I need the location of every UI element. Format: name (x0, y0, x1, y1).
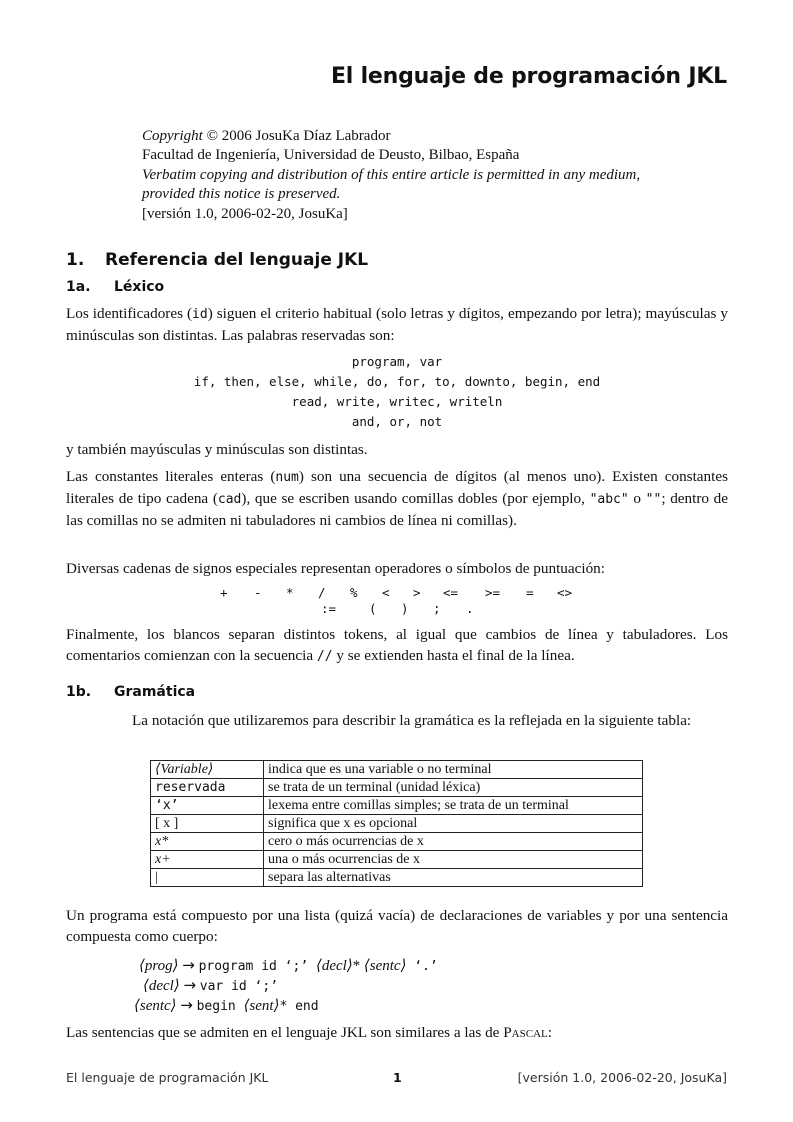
table-desc-cell: una o más ocurrencias de x (264, 851, 643, 869)
nonterminal-decl: ⟨decl⟩ (143, 978, 180, 994)
symbol: = (526, 585, 534, 600)
nonterminal-sent: ⟨sent⟩ (243, 998, 280, 1014)
symbol: > (413, 585, 421, 600)
nonterminal-decl: ⟨decl⟩ (315, 958, 353, 974)
symbol: - (254, 585, 262, 600)
table-symbol-cell: | (151, 869, 264, 887)
nonterminal-sentc: ⟨sentc⟩ (363, 958, 407, 974)
programa-paragraph: Un programa está compuesto por una lista (quizá vacía) de declaraciones de variables y por una sentencia compuesta como cuerpo: (66, 907, 728, 945)
terminal-run: begin (196, 999, 244, 1014)
terminal-run: program id ‘;’ (198, 959, 316, 974)
arrow-icon: → (180, 996, 193, 1014)
code-num: num (275, 470, 299, 485)
section-1b-number: 1b. (66, 684, 92, 700)
arrow-icon: → (182, 956, 195, 974)
reserved-words-line-2: if, then, else, while, do, for, to, downto, begin, end (193, 374, 601, 389)
text-run: Finalmente, los blancos separan distintos tokens, al igual que cambios de línea y tabuladores. Los comentarios comienzan con la secuencia (66, 626, 728, 664)
symbol: < (382, 585, 390, 600)
table-row (151, 815, 643, 833)
table-desc-cell: lexema entre comillas simples; se trata de un terminal (264, 797, 643, 815)
copyright-word: Copyright (142, 128, 203, 144)
grammar-rule-prog (139, 955, 438, 977)
license-line-1: Verbatim copying and distribution of this entire article is permitted in any medium, (142, 167, 641, 183)
symbol: / (318, 585, 326, 600)
gramatica-intro: La notación que utilizaremos para describir la gramática es la reflejada en la siguiente tabla: (132, 712, 692, 729)
symbol: . (466, 601, 474, 616)
version-line: [versión 1.0, 2006-02-20, JosuKa] (142, 206, 348, 222)
symbol: <> (557, 585, 573, 600)
table-desc-cell: se trata de un terminal (unidad léxica) (264, 779, 643, 797)
code-id: id (192, 307, 208, 322)
license-line-2: provided this notice is preserved. (142, 186, 341, 202)
symbol: >= (485, 585, 501, 600)
nonterminal-sentc: ⟨sentc⟩ (134, 998, 177, 1014)
code-example-empty: "" (645, 492, 662, 507)
section-1b-title: Gramática (114, 684, 196, 700)
table-desc-cell: cero o más ocurrencias de x (264, 833, 643, 851)
section-1-number: 1. (66, 250, 85, 270)
reserved-words-line-1: program, var (351, 354, 443, 369)
text-run: Las sentencias que se admiten en el lenguaje JKL son similares a las de (66, 1024, 504, 1041)
lexico-paragraph-1 (66, 303, 728, 346)
lexico-paragraph-5 (66, 624, 728, 667)
terminal-run: ‘.’ (406, 959, 438, 974)
copyright-text: © 2006 JosuKa Díaz Labrador (202, 128, 391, 144)
footer-right: [versión 1.0, 2006-02-20, JosuKa] (517, 1070, 727, 1085)
document-title: El lenguaje de programación JKL (330, 64, 727, 89)
symbol: := (321, 601, 337, 616)
code-cad: cad (217, 492, 242, 507)
pascal-name: Pascal (503, 1024, 548, 1041)
table-row (151, 761, 643, 779)
table-row (151, 851, 643, 869)
table-desc-cell: indica que es una variable o no terminal (264, 761, 643, 779)
table-symbol-cell (151, 761, 264, 779)
table-symbol-cell: x* (151, 833, 264, 851)
table-row (151, 869, 643, 887)
grammar-rule-sentc (134, 995, 319, 1017)
text-run: ) siguen el criterio habitual (solo letras y dígitos, empezando por letra); mayúsculas y minúsculas son distintas. Las palabras reservadas son: (66, 305, 728, 344)
table-symbol-cell: reservada (151, 779, 264, 797)
page-number: 1 (393, 1070, 402, 1085)
symbol: * (286, 585, 294, 600)
symbol: % (350, 585, 358, 600)
table-row (151, 797, 643, 815)
table-symbol-cell: x+ (151, 851, 264, 869)
code-example-abc: "abc" (589, 492, 629, 507)
footer-left: El lenguaje de programación JKL (66, 1070, 269, 1085)
symbol: ; (433, 601, 441, 616)
text-run: ; dentro de las comillas no se admiten ni tabuladores ni cambios de línea ni comillas). (66, 490, 728, 529)
text-run: ), que se escriben usando comillas dobles (por ejemplo, (241, 490, 590, 507)
copyright-line (142, 127, 390, 147)
reserved-words-line-3: read, write, writec, writeln (291, 394, 503, 409)
terminal-run: var id ‘;’ (199, 979, 279, 994)
sentencias-paragraph (66, 1022, 728, 1043)
star: * (352, 958, 364, 974)
grammar-rule-decl (143, 975, 278, 997)
arrow-icon: → (183, 976, 197, 994)
text-run: o (628, 490, 646, 507)
terminal-run: * end (279, 999, 319, 1014)
section-1-title: Referencia del lenguaje JKL (105, 250, 369, 270)
notation-table (150, 760, 643, 887)
symbol: + (220, 585, 228, 600)
lexico-paragraph-3 (66, 466, 728, 531)
symbol-variable: ⟨Variable⟩ (155, 762, 214, 777)
table-desc-cell: separa las alternativas (264, 869, 643, 887)
lexico-paragraph-4: Diversas cadenas de signos especiales representan operadores o símbolos de puntuación: (66, 560, 605, 577)
lexico-paragraph-2: y también mayúsculas y minúsculas son distintas. (66, 441, 368, 458)
text-run: ) son una secuencia de dígitos (al menos uno). Existen constantes literales de tipo cadena ( (66, 468, 728, 507)
symbol: ( (369, 601, 377, 616)
section-1a-number: 1a. (66, 279, 91, 295)
table-symbol-cell: ‘x’ (151, 797, 264, 815)
table-desc-cell: significa que x es opcional (264, 815, 643, 833)
nonterminal-prog: ⟨prog⟩ (139, 958, 179, 974)
code-comment: // (316, 649, 333, 664)
table-row (151, 779, 643, 797)
symbol: ) (401, 601, 409, 616)
reserved-words-line-4: and, or, not (351, 414, 443, 429)
section-1a-title: Léxico (114, 279, 165, 295)
text-run: Las constantes literales enteras ( (66, 468, 276, 485)
affiliation-line: Facultad de Ingeniería, Universidad de Deusto, Bilbao, España (142, 147, 520, 163)
symbol: <= (443, 585, 459, 600)
text-run: Los identificadores ( (66, 305, 193, 322)
table-row (151, 833, 643, 851)
text-run: : (547, 1024, 552, 1041)
text-run: y se extienden hasta el final de la línea. (332, 647, 575, 664)
table-symbol-cell: [ x ] (151, 815, 264, 833)
